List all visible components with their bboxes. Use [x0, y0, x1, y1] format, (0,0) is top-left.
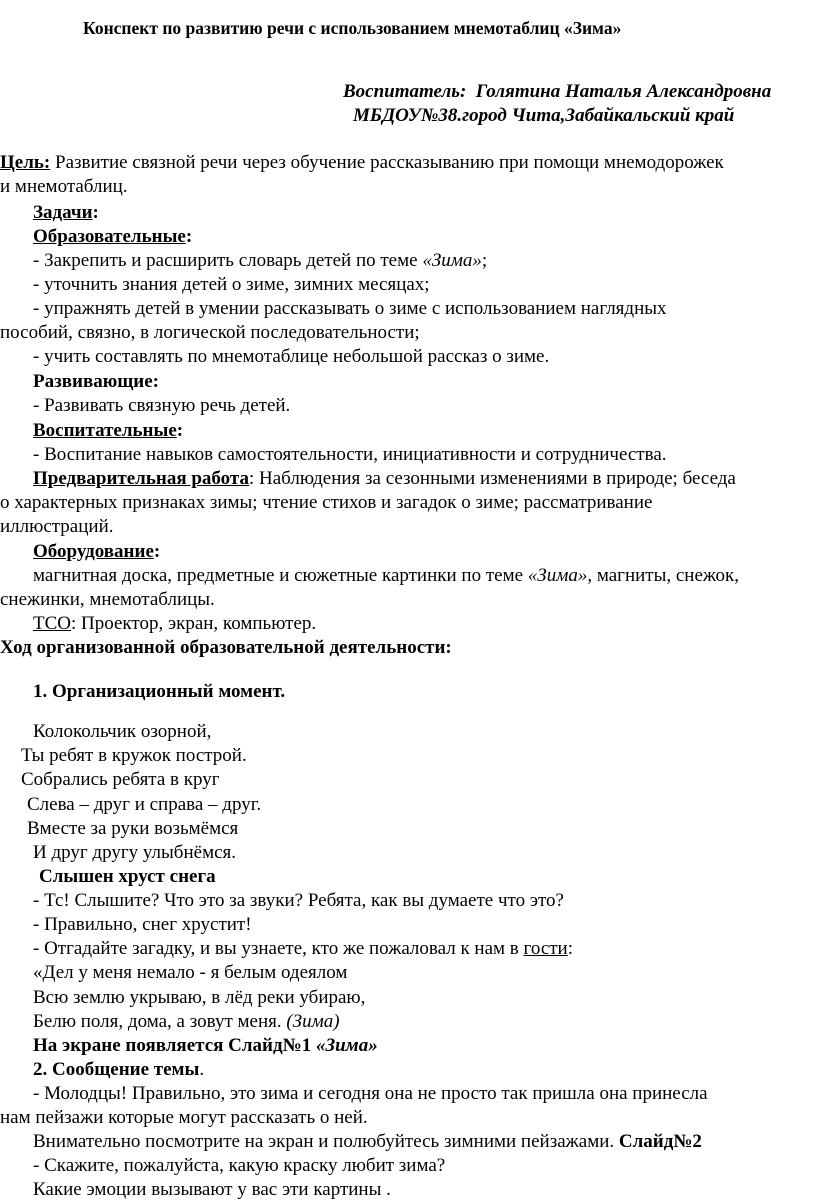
- teacher-line-2: Внимательно посмотрите на экран и полюбуйтесь зимними пейзажами. Слайд№2: [33, 1131, 702, 1152]
- poem-line: Колокольчик озорной,: [33, 721, 212, 742]
- poem-line: Ты ребят в кружок построй.: [21, 745, 247, 766]
- equipment-heading: Оборудование:: [33, 541, 161, 562]
- riddle-line-3: Белю поля, дома, а зовут меня. (Зима): [33, 1011, 340, 1032]
- riddle-line-1: «Дел у меня немало - я белым одеялом: [33, 962, 348, 983]
- riddle-line-2: Всю землю укрываю, в лёд реки убираю,: [33, 987, 366, 1008]
- goal-line: [0, 151, 724, 175]
- author-line: [343, 80, 771, 104]
- prep-work-cont-2: иллюстраций.: [0, 516, 114, 537]
- dialogue-line-1: - Тс! Слышите? Что это за звуки? Ребята, как вы думаете что это?: [33, 890, 564, 911]
- educational-heading: Образовательные:: [33, 226, 193, 247]
- up-item-1: - Воспитание навыков самостоятельности, инициативности и сотрудничества.: [33, 444, 667, 465]
- dev-item-1: - Развивать связную речь детей.: [33, 395, 291, 416]
- tasks-heading: Задачи:: [33, 202, 99, 223]
- teacher-line-3: - Скажите, пожалуйста, какую краску любит зима?: [33, 1155, 446, 1176]
- edu-item-2: - уточнить знания детей о зиме, зимних месяцах;: [33, 274, 430, 295]
- section-2-heading: 2. Сообщение темы.: [33, 1059, 205, 1080]
- poem-line: Слева – друг и справа – друг.: [27, 794, 262, 815]
- edu-item-1: - Закрепить и расширить словарь детей по теме «Зима»;: [33, 250, 488, 271]
- author-label: Воспитатель:: [343, 81, 467, 102]
- poem-line: И друг другу улыбнёмся.: [33, 842, 237, 863]
- section-1-heading: 1. Организационный момент.: [33, 681, 286, 702]
- author-name: Голятина Наталья Александровна: [475, 81, 772, 102]
- teacher-line-1: - Молодцы! Правильно, это зима и сегодня она не просто так пришла она принесла: [33, 1083, 708, 1104]
- tso-line: ТСО: Проектор, экран, компьютер.: [33, 613, 317, 634]
- equipment-cont: снежинки, мнемотаблицы.: [0, 589, 215, 610]
- edu-item-3-cont: пособий, связно, в логической последовательности;: [0, 322, 420, 343]
- course-heading: Ход организованной образовательной деятельности:: [0, 637, 452, 658]
- poem-line: Собрались ребята в круг: [21, 769, 220, 790]
- upbringing-heading: Воспитательные:: [33, 420, 184, 441]
- snow-crunch-note: Слышен хруст снега: [39, 866, 216, 887]
- goal-text: Развитие связной речи через обучение рассказыванию при помощи мнемодорожек: [50, 152, 724, 173]
- dialogue-line-2: - Правильно, снег хрустит!: [33, 914, 252, 935]
- prep-work-line: Предварительная работа: Наблюдения за сезонными изменениями в природе; беседа: [33, 468, 736, 489]
- organization: МБДОУ№38.город Чита,Забайкальский край: [353, 105, 735, 126]
- developing-heading: Развивающие:: [33, 371, 159, 392]
- teacher-line-1-cont: нам пейзажи которые могут рассказать о ней.: [0, 1107, 368, 1128]
- dialogue-line-3: - Отгадайте загадку, и вы узнаете, кто же пожаловал к нам в гости:: [33, 938, 574, 959]
- teacher-line-4: Какие эмоции вызывают у вас эти картины .: [33, 1179, 391, 1200]
- goal-label: Цель:: [0, 152, 51, 173]
- prep-work-label: Предварительная работа: [33, 468, 249, 489]
- edu-item-3: - упражнять детей в умении рассказывать о зиме с использованием наглядных: [33, 298, 667, 319]
- prep-work-cont-1: о характерных признаках зимы; чтение стихов и загадок о зиме; рассматривание: [0, 492, 653, 513]
- document-title: Конспект по развитию речи с использованием мнемотаблиц «Зима»: [83, 18, 622, 38]
- poem-line: Вместе за руки возьмёмся: [27, 818, 239, 839]
- equipment-line: магнитная доска, предметные и сюжетные картинки по теме «Зима», магниты, снежок,: [33, 565, 740, 586]
- slide-1-note: На экране появляется Слайд№1 «Зима»: [33, 1035, 378, 1056]
- tso-label: ТСО: [33, 613, 71, 634]
- goal-text-cont: и мнемотаблиц.: [0, 176, 128, 197]
- edu-item-4: - учить составлять по мнемотаблице небольшой рассказ о зиме.: [33, 346, 550, 367]
